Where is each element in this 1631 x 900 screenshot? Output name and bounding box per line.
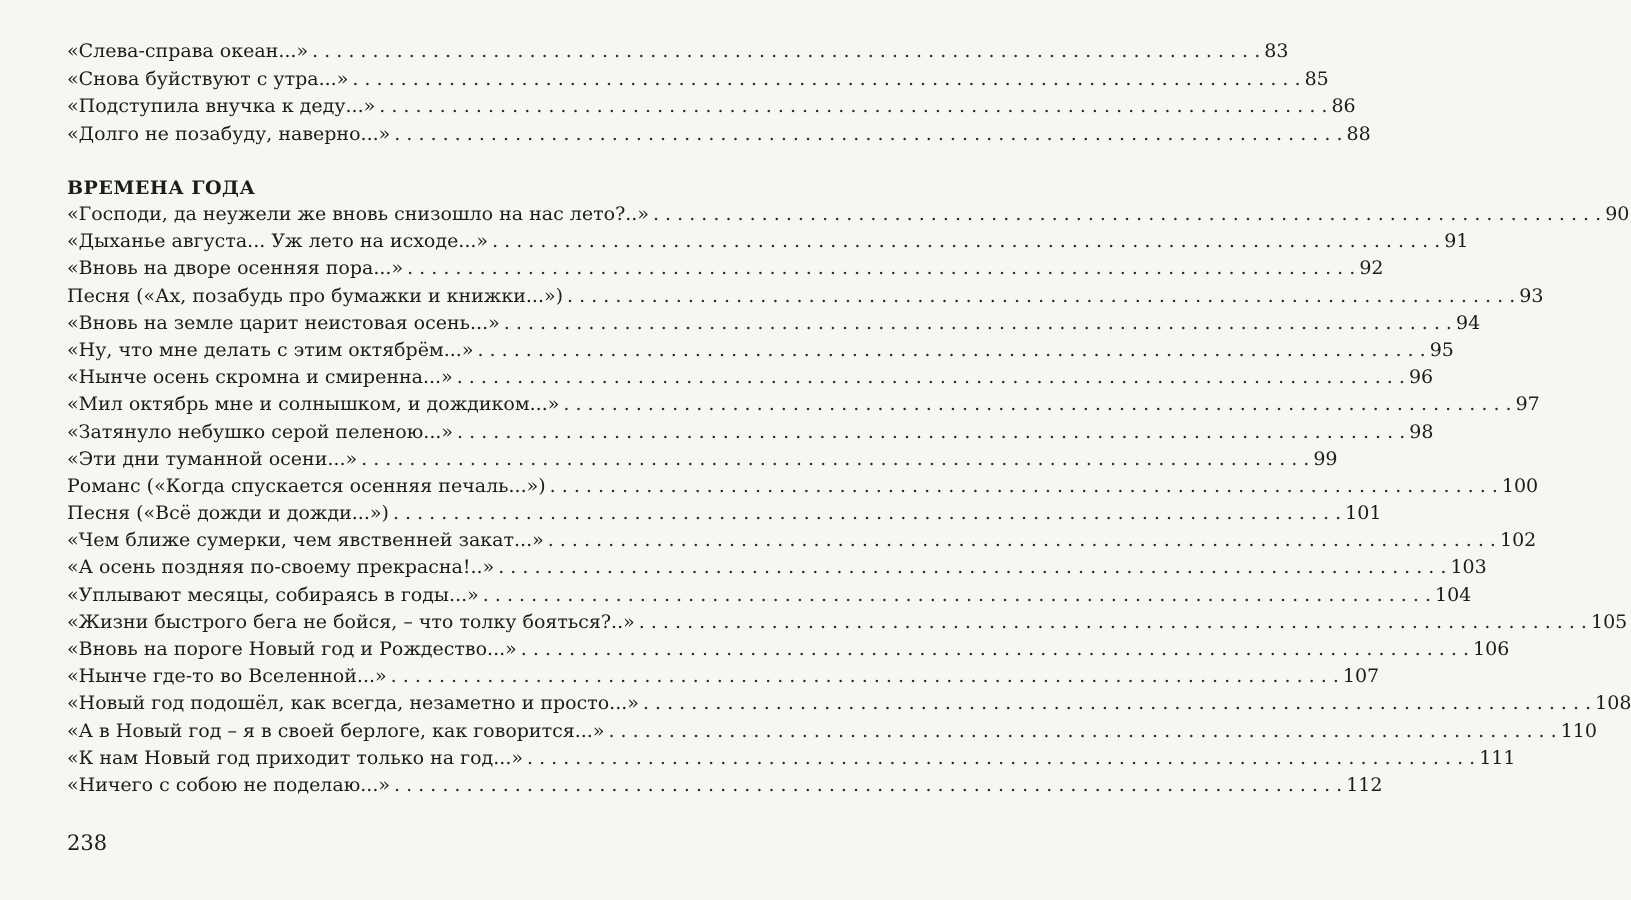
toc-entry xyxy=(67,636,1510,663)
toc-entry-title: Романс («Когда спускается осенняя печаль...») xyxy=(67,474,546,497)
dot-leader xyxy=(639,609,1587,636)
dot-leader xyxy=(407,255,1355,282)
toc-entry-page: 94 xyxy=(1455,311,1481,334)
toc-entry xyxy=(67,310,1481,337)
toc-entry-title: «К нам Новый год приходит только на год...» xyxy=(67,746,523,769)
toc-entry xyxy=(67,121,1371,149)
toc-entry-title: «Эти дни туманной осени...» xyxy=(67,447,358,470)
toc-entry-page: 95 xyxy=(1429,338,1454,361)
toc-entry xyxy=(67,772,1383,799)
toc-entry-title: «Новый год подошёл, как всегда, незаметно и просто...» xyxy=(67,692,639,715)
toc-entry-page: 90 xyxy=(1605,203,1630,225)
toc-entry-page: 111 xyxy=(1479,746,1516,769)
toc-entry xyxy=(67,391,1540,418)
toc-entry-page: 98 xyxy=(1409,420,1434,443)
section-heading: ВРЕМЕНА ГОДА xyxy=(67,177,256,199)
dot-leader xyxy=(563,391,1511,418)
toc-entry-title: «Ничего с собою не поделаю...» xyxy=(67,773,390,796)
toc-entry xyxy=(67,718,1597,745)
toc-entry-page: 85 xyxy=(1304,67,1329,90)
toc-entry-title: «Долго не позабуду, наверно...» xyxy=(67,122,391,145)
dot-leader xyxy=(527,745,1475,772)
toc-entry-title: «Чем ближе сумерки, чем явственней закат...» xyxy=(67,529,544,552)
toc-entry xyxy=(67,609,1628,636)
toc-entry xyxy=(67,690,1631,717)
dot-leader xyxy=(457,364,1405,391)
toc-entry-page: 96 xyxy=(1408,366,1434,389)
toc-top-list xyxy=(67,38,1371,148)
toc-entry-title: Песня («Ах, позабудь про бумажки и книжки...») xyxy=(67,284,564,307)
toc-entry xyxy=(67,255,1384,282)
dot-leader xyxy=(521,636,1469,663)
dot-leader xyxy=(550,473,1498,500)
toc-entry-title: «Вновь на пороге Новый год и Рождество...» xyxy=(67,638,517,660)
dot-leader xyxy=(483,582,1431,609)
toc-seasons-list xyxy=(67,201,1631,799)
dot-leader xyxy=(391,663,1339,690)
toc-entry-page: 99 xyxy=(1313,447,1338,470)
page-number: 238 xyxy=(67,831,108,855)
toc-entry xyxy=(67,446,1338,473)
toc-entry xyxy=(67,201,1630,228)
toc-entry-page: 107 xyxy=(1342,665,1380,688)
dot-leader xyxy=(477,337,1425,364)
toc-entry-page: 86 xyxy=(1331,95,1356,117)
toc-entry-title: Песня («Всё дожди и дожди...») xyxy=(67,502,389,525)
dot-leader xyxy=(492,228,1440,255)
toc-entry xyxy=(67,663,1380,690)
toc-entry-page: 101 xyxy=(1345,502,1382,525)
toc-entry-page: 97 xyxy=(1515,393,1540,416)
toc-entry xyxy=(67,554,1487,581)
dot-leader xyxy=(498,554,1446,581)
toc-entry-page: 91 xyxy=(1444,230,1469,253)
toc-entry-page: 102 xyxy=(1499,529,1537,552)
toc-entry-title: «Жизни быстрого бега не бойся, – что толку бояться?..» xyxy=(67,610,635,633)
toc-entry xyxy=(67,473,1539,500)
dot-leader xyxy=(608,718,1556,745)
toc-entry-page: 106 xyxy=(1473,638,1510,660)
toc-entry xyxy=(67,527,1537,554)
toc-entry-page: 110 xyxy=(1560,719,1597,742)
toc-entry-title: «Уплывают месяцы, собираясь в годы...» xyxy=(67,583,479,606)
toc-entry-page: 93 xyxy=(1519,284,1544,307)
toc-entry xyxy=(67,364,1434,391)
toc-entry-title: «А осень поздняя по-своему прекрасна!..» xyxy=(67,556,495,579)
dot-leader xyxy=(394,121,1342,149)
dot-leader xyxy=(379,93,1327,121)
toc-entry xyxy=(67,582,1472,609)
dot-leader xyxy=(643,690,1591,717)
toc-entry xyxy=(67,283,1544,310)
toc-entry-page: 108 xyxy=(1595,692,1631,715)
toc-entry-page: 83 xyxy=(1264,40,1289,62)
toc-entry-title: «Нынче осень скромна и смиренна...» xyxy=(67,366,453,389)
toc-entry-title: «Мил октябрь мне и солнышком, и дождиком...» xyxy=(67,393,560,416)
toc-entry xyxy=(67,66,1329,94)
toc-entry-title: «Подступила внучка к деду...» xyxy=(67,95,376,117)
toc-entry-title: «А в Новый год – я в своей берлоге, как говорится...» xyxy=(67,719,605,742)
toc-entry xyxy=(67,38,1289,66)
toc-entry-title: «Слева-справа океан...» xyxy=(67,40,309,62)
toc-entry-page: 103 xyxy=(1450,556,1487,579)
dot-leader xyxy=(457,419,1405,446)
toc-entry-page: 105 xyxy=(1590,610,1628,633)
toc-entry-title: «Дыханье августа... Уж лето на исходе...» xyxy=(67,230,489,253)
toc-entry xyxy=(67,337,1454,364)
dot-leader xyxy=(504,310,1452,337)
toc-entry-title: «Нынче где-то во Вселенной...» xyxy=(67,665,387,688)
dot-leader xyxy=(393,500,1341,527)
dot-leader xyxy=(361,446,1309,473)
dot-leader xyxy=(567,283,1515,310)
toc-entry xyxy=(67,93,1356,121)
toc-entry xyxy=(67,228,1469,255)
toc-entry xyxy=(67,500,1382,527)
toc-entry-title: «Снова буйствуют с утра...» xyxy=(67,67,349,90)
dot-leader xyxy=(653,201,1601,228)
toc-entry-title: «Господи, да неужели же вновь снизошло на нас лето?..» xyxy=(67,203,649,225)
dot-leader xyxy=(352,66,1300,94)
toc-entry-title: «Затянуло небушко серой пеленою...» xyxy=(67,420,454,443)
toc-entry-title: «Вновь на земле царит неистовая осень...» xyxy=(67,311,500,334)
dot-leader xyxy=(394,772,1342,799)
toc-entry-title: «Вновь на дворе осенняя пора...» xyxy=(67,257,404,280)
toc-entry-page: 104 xyxy=(1435,583,1472,606)
toc-entry-page: 92 xyxy=(1359,257,1384,280)
toc-entry-page: 100 xyxy=(1501,474,1539,497)
dot-leader xyxy=(312,38,1260,66)
dot-leader xyxy=(548,527,1496,554)
toc-entry-page: 88 xyxy=(1346,122,1371,145)
toc-entry xyxy=(67,419,1434,446)
toc-entry-page: 112 xyxy=(1346,773,1383,796)
toc-entry-title: «Ну, что мне делать с этим октябрём...» xyxy=(67,338,474,361)
toc-entry xyxy=(67,745,1516,772)
